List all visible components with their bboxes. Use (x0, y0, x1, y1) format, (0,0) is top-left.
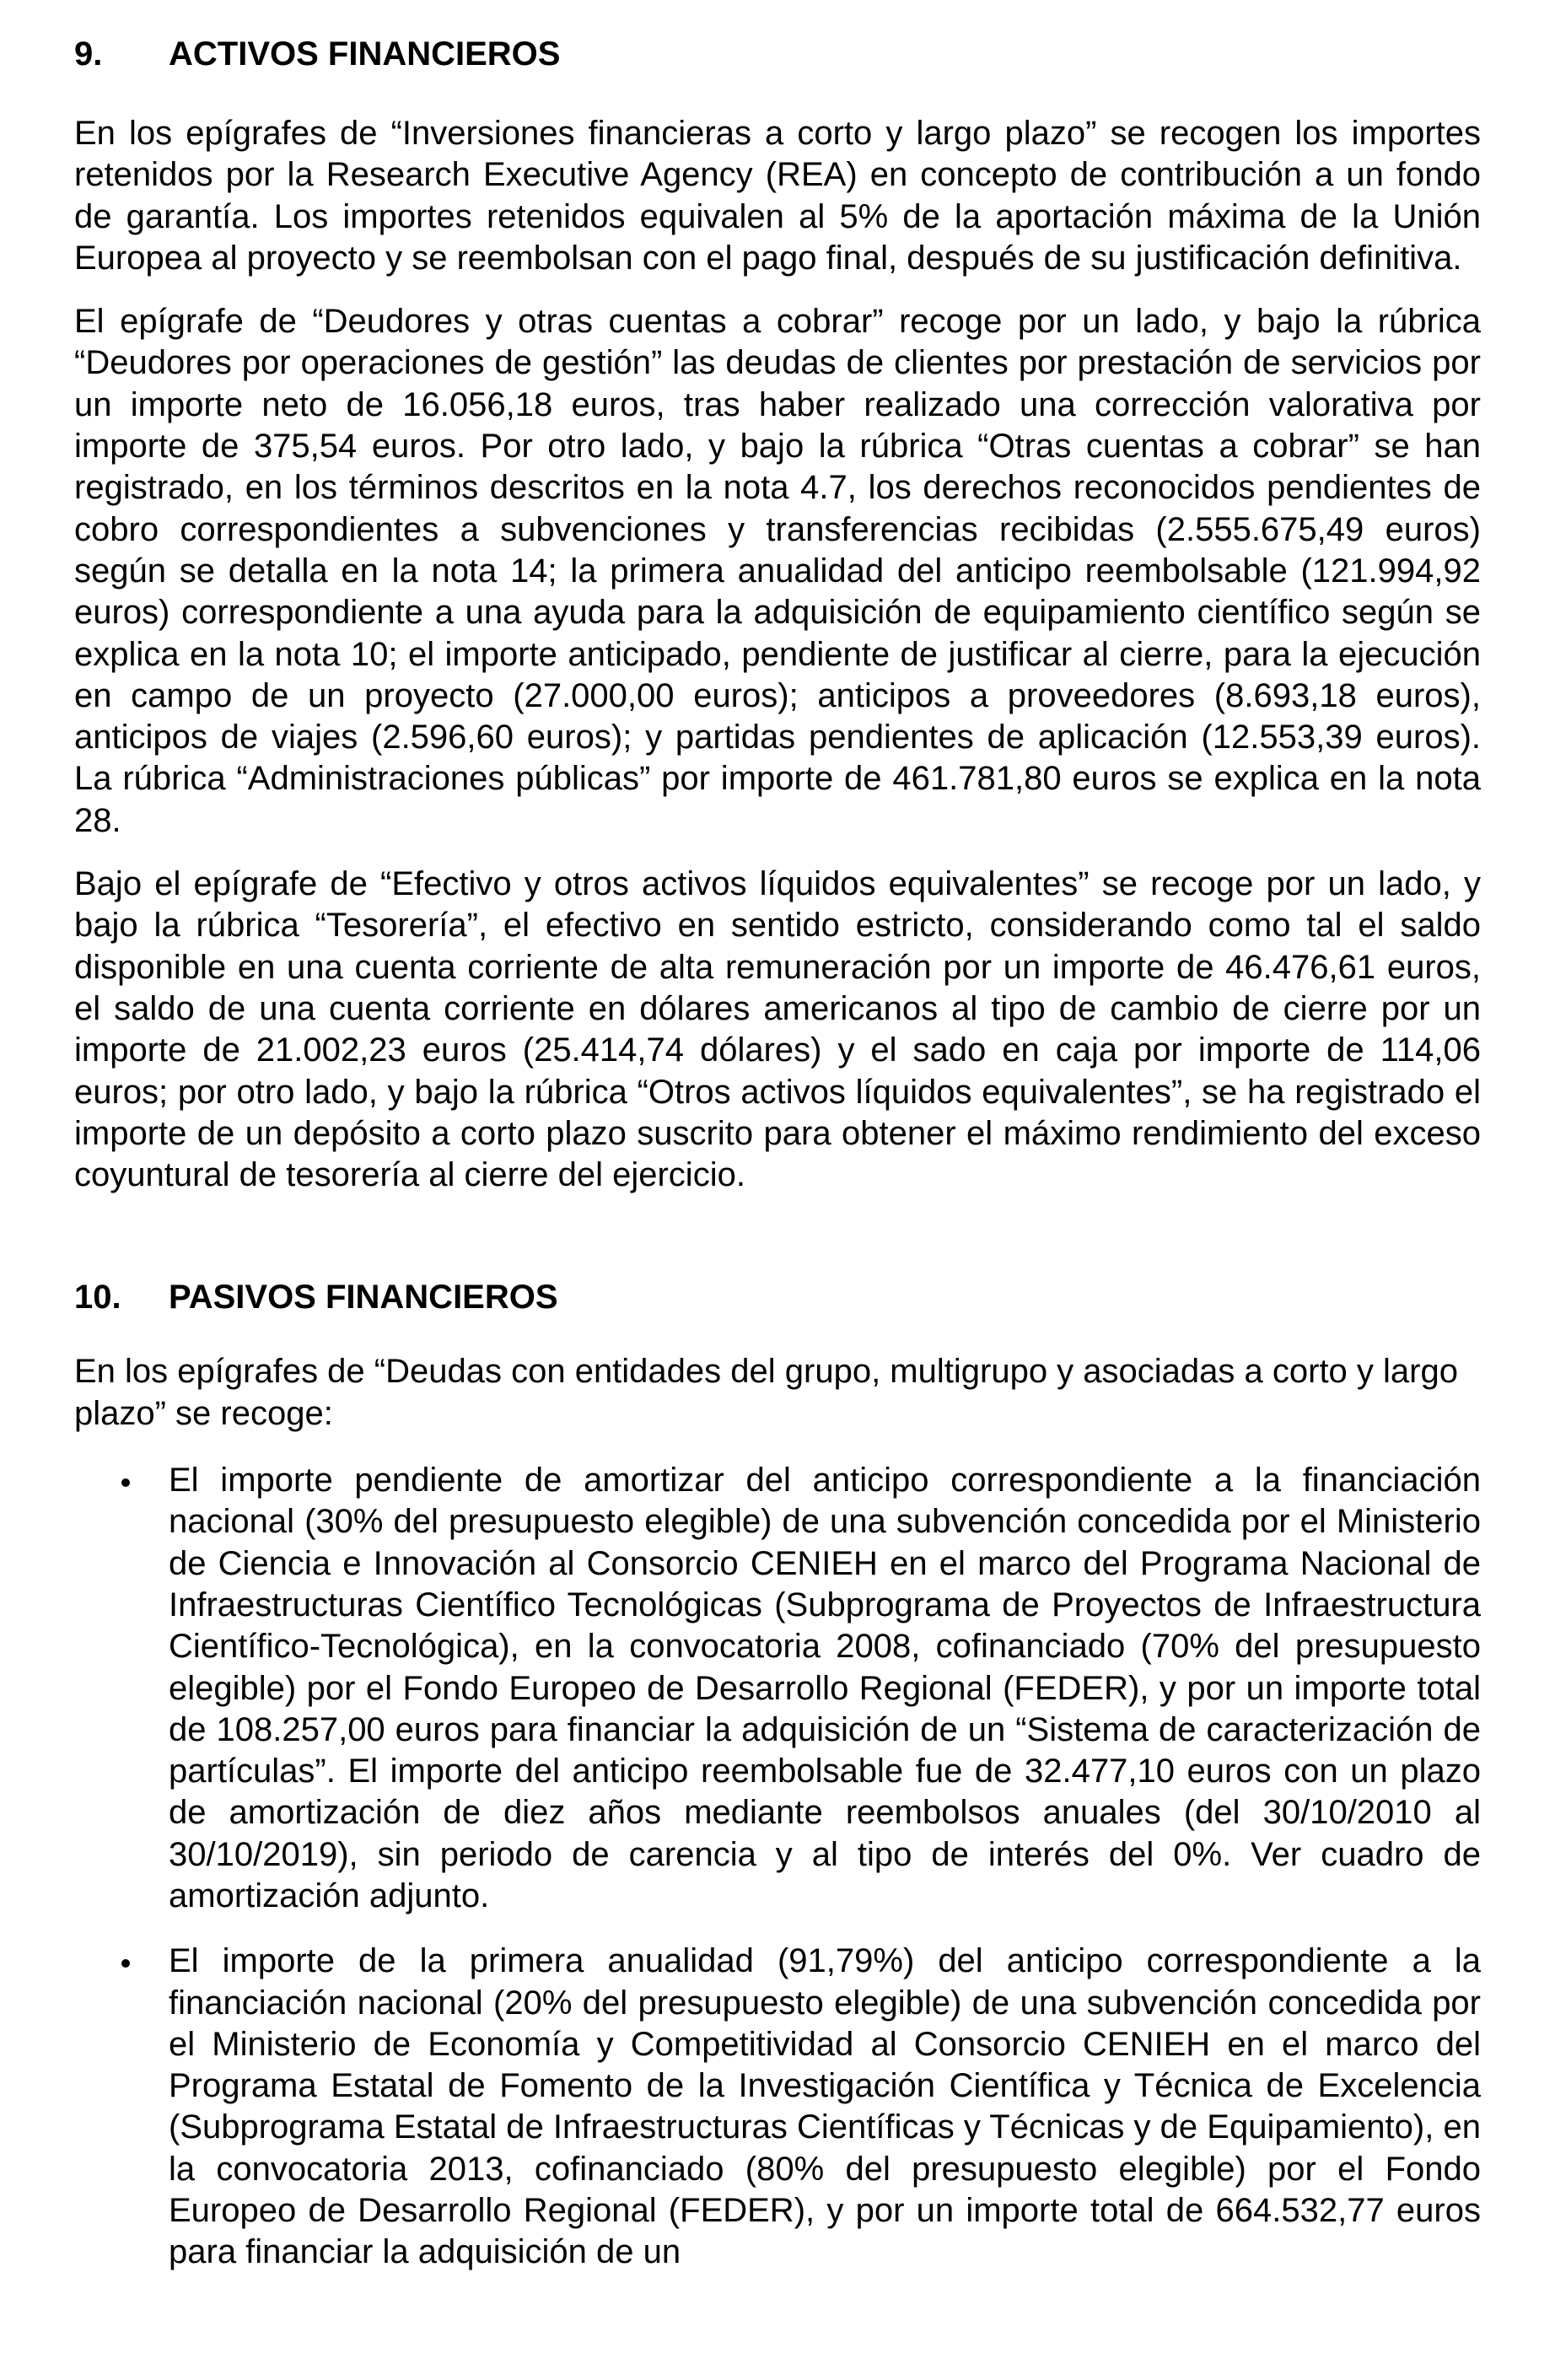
section-10-bullet-list (74, 1460, 1481, 2274)
section-9-paragraph-2: El epígrafe de “Deudores y otras cuentas a cobrar” recoge por un lado, y bajo la rúbrica “Deudores por operaciones de gestión” las deudas de clientes por prestación de servicios por un importe neto de 16.056,18 euros, tras haber realizado una corrección valorativa por importe de 375,54 euros. Por otro lado, y bajo la rúbrica “Otras cuentas a cobrar” se han registrado, en los términos descritos en la nota 4.7, los derechos reconocidos pendientes de cobro correspondientes a subvenciones y transferencias recibidas (2.555.675,49 euros) según se detalla en la nota 14; la primera anualidad del anticipo reembolsable (121.994,92 euros) correspondiente a una ayuda para la adquisición de equipamiento científico según se explica en la nota 10; el importe anticipado, pendiente de justificar al cierre, para la ejecución en campo de un proyecto (27.000,00 euros); anticipos a proveedores (8.693,18 euros), anticipos de viajes (2.596,60 euros); y partidas pendientes de aplicación (12.553,39 euros). La rúbrica “Administraciones públicas” por importe de 461.781,80 euros se explica en la nota 28. (74, 303, 1481, 839)
section-10-intro: En los epígrafes de “Deudas con entidades del grupo, multigrupo y asociadas a corto y largo plazo” se recoge: (74, 1353, 1458, 1432)
section-10-title: PASIVOS FINANCIEROS (169, 1279, 558, 1317)
bullet-icon (121, 1478, 130, 1487)
section-9-number: 9. (74, 35, 103, 73)
section-9-heading (74, 34, 1481, 74)
list-item (74, 1941, 1481, 2273)
section-9-paragraph-3: Bajo el epígrafe de “Efectivo y otros activos líquidos equivalentes” se recoge por un lado, y bajo la rúbrica “Tesorería”, el efectivo en sentido estricto, considerando como tal el saldo disponible en una cuenta corriente de alta remuneración por un importe de 46.476,61 euros, el saldo de una cuenta corriente en dólares americanos al tipo de cambio de cierre por un importe de 21.002,23 euros (25.414,74 dólares) y el sado en caja por importe de 114,06 euros; por otro lado, y bajo la rúbrica “Otros activos líquidos equivalentes”, se ha registrado el importe de un depósito a corto plazo suscrito para obtener el máximo rendimiento del exceso coyuntural de tesorería al cierre del ejercicio. (74, 865, 1481, 1194)
document-page (74, 34, 1481, 2274)
section-9-title: ACTIVOS FINANCIEROS (169, 35, 561, 73)
bullet-icon (121, 1959, 130, 1968)
section-10-heading (74, 1277, 1481, 1317)
section-9-paragraph-1: En los epígrafes de “Inversiones financieras a corto y largo plazo” se recogen los importes retenidos por la Research Executive Agency (REA) en concepto de contribución a un fondo de garantía. Los importes retenidos equivalen al 5% de la aportación máxima de la Unión Europea al proyecto y se reembolsan con el pago final, después de su justificación definitiva. (74, 115, 1481, 277)
bullet-text: El importe de la primera anualidad (91,79%) del anticipo correspondiente a la financiación nacional (20% del presupuesto elegible) de una subvención concedida por el Ministerio de Economía y Competitividad al Consorcio CENIEH en el marco del Programa Estatal de Fomento de la Investigación Científica y Técnica de Excelencia (Subprograma Estatal de Infraestructuras Científicas y Técnicas y de Equipamiento), en la convocatoria 2013, cofinanciado (80% del presupuesto elegible) por el Fondo Europeo de Desarrollo Regional (FEDER), y por un importe total de 664.532,77 euros para financiar la adquisición de un (169, 1942, 1481, 2271)
bullet-text: El importe pendiente de amortizar del anticipo correspondiente a la financiación nacional (30% del presupuesto elegible) de una subvención concedida por el Ministerio de Ciencia e Innovación al Consorcio CENIEH en el marco del Programa Nacional de Infraestructuras Científico Tecnológicas (Subprograma de Proyectos de Infraestructura Científico-Tecnológica), en la convocatoria 2008, cofinanciado (70% del presupuesto elegible) por el Fondo Europeo de Desarrollo Regional (FEDER), y por un importe total de 108.257,00 euros para financiar la adquisición de un “Sistema de caracterización de partículas”. El importe del anticipo reembolsable fue de 32.477,10 euros con un plazo de amortización de diez años mediante reembolsos anuales (del 30/10/2010 al 30/10/2019), sin periodo de carencia y al tipo de interés del 0%. Ver cuadro de amortización adjunto. (169, 1462, 1481, 1914)
list-item (74, 1460, 1481, 1917)
section-10-number: 10. (74, 1279, 121, 1317)
